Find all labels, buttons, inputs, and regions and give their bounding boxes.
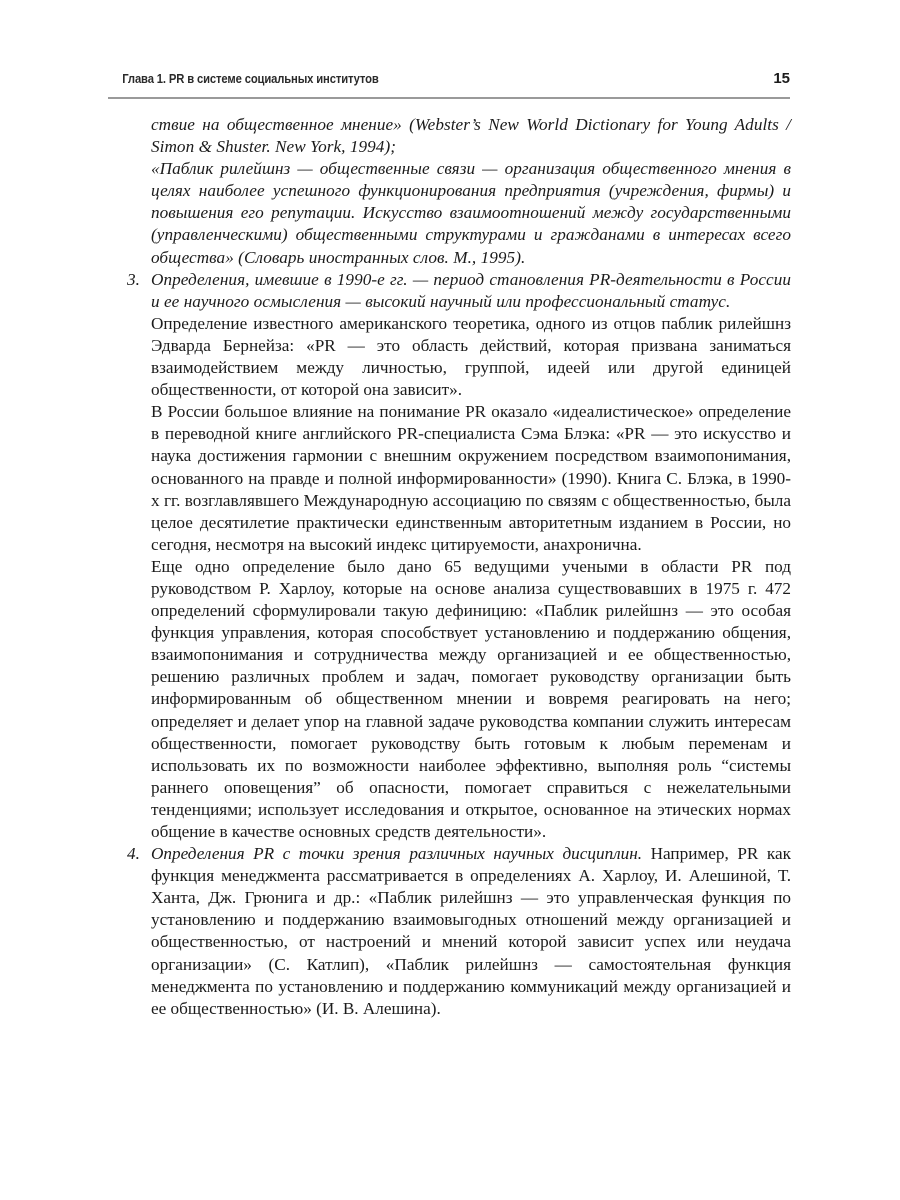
list-item-4-rest: Например, PR как функция менеджмента рассматривается в определениях А. Харлоу, И. Алешиной, Т. Ханта, Дж. Грюнига и др.: «Паблик рилейшнз — это управленческая функция по установлению и поддержанию взаимовыгодных отношений между организацией и общественностью, от настроений и мнений которой зависит успех или неудача организации» (С. Катлип), «Паблик рилейшнз — самостоятельная функция менеджмента по установлению и поддержанию коммуникаций между организацией и ее общественностью» (И. В. Алешина).: [151, 844, 791, 1018]
paragraph-webster-block: [151, 114, 791, 158]
paragraph-harlow: Еще одно определение было дано 65 ведущими учеными в области PR под руководством Р. Харлоу, которые на основе анализа существовавших в 1975 г. 472 определений сформулировали такую дефиницию: «Паблик рилейшнз — это особая функция управления, которая способствует установлению и поддержанию общения, взаимопонимания и сотрудничества между организацией и ее общественностью, решению различных проблем и задач, помогает руководству организации быть информированным об общественном мнении и вовремя реагировать на него; определяет и делает упор на главной задаче руководства компании служить интересам общественности, помогает руководству быть готовым к любым переменам и использовать их по возможности наиболее эффективно, выполняя роль “системы раннего оповещения” об опасности, помогает справиться с нежелательными тенденциями; использует исследования и открытое, основанное на этических нормах общение в качестве основных средств деятельности».: [151, 556, 791, 841]
list-item-4: [127, 843, 791, 1020]
paragraph-harlow-block: [151, 556, 791, 843]
running-head-rule: [108, 97, 790, 99]
running-head: [108, 70, 790, 96]
paragraph-black: В России большое влияние на понимание PR оказало «идеалистическое» определение в переводной книге английского PR-специалиста Сэма Блэка: «PR — это искусство и наука достижения гармонии с внешним окружением посредством взаимопонимания, основанного на правде и полной информированности» (1990). Книга С. Блэка, в 1990-х гг. возглавлявшего Международную ассоциацию по связям с общественностью, была целое десятилетие практически единственным авторитетным изданием в России, но сегодня, несмотря на высокий индекс цитируемости, анахронична.: [151, 402, 791, 554]
paragraph-berneys-block: [151, 313, 791, 401]
list-item-3-marker: 3.: [127, 269, 140, 289]
paragraph-webster: ствие на общественное мнение» (Webster’s New World Dictionary for Young Adults / Simon & Shuster. New York, 1994);: [151, 115, 791, 157]
list-item-3-lead: Определения, имевшие в 1990-е гг. — период становления PR-деятельности в России и ее научного осмысления — высокий научный или профессиональный статус.: [151, 269, 791, 311]
list-item-4-text: [151, 843, 791, 1020]
paragraph-berneys: Определение известного американского теоретика, одного из отцов паблик рилейшнз Эдварда Бернейза: «PR — это область действий, которая призвана заниматься взаимодействием между личностью, группой, идеей или другой единицей общественности, от которой она зависит».: [151, 313, 791, 400]
paragraph-black-block: [151, 401, 791, 556]
list-item-4-lead: Определения PR с точки зрения различных научных дисциплин.: [151, 844, 643, 864]
list-item-4-marker: 4.: [127, 844, 140, 864]
running-head-title: Глава 1. PR в системе социальных институтов: [122, 72, 379, 86]
list-item-3: [127, 269, 791, 313]
text-block: [127, 114, 791, 1020]
paragraph-slovar-block: [151, 158, 791, 268]
page-number: 15: [773, 70, 790, 87]
paragraph-slovar: «Паблик рилейшнз — общественные связи — организация общественного мнения в целях наиболее успешного функционирования предприятия (учреждения, фирмы) и повышения его репутации. Искусство взаимоотношений между государственными (управленческими) общественными структурами и гражданами в интересах всего общества» (Словарь иностранных слов. М., 1995).: [151, 159, 791, 267]
